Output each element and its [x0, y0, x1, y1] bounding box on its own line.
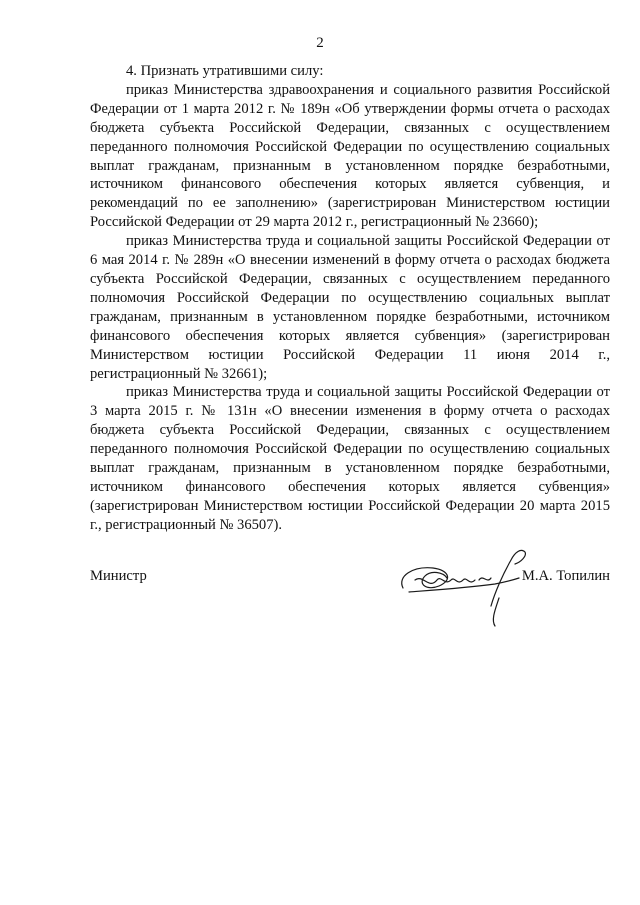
signatory-name: М.А. Топилин	[521, 568, 610, 584]
section-heading: 4. Признать утратившими силу:	[126, 63, 324, 79]
paragraph-order-289n: приказ Министерства труда и социальной защиты Российской Федерации от 6 мая 2014 г. № 289н «О внесении изменений в форму отчета о расходах бюджета субъекта Российской Федерации, связанных с осуществлением переданного полномочия Российской Федерации по осуществлению социальных выплат гражданам, признанным в установленном порядке безработными, источником финансового обеспечения которых является субвенция» (зарегистрирован Министерством юстиции Российской Федерации 11 июня 2014 г., регистрационный № 32661);	[90, 233, 610, 382]
document-body	[90, 62, 610, 535]
signature-block	[90, 568, 610, 628]
paragraph-order-131n: приказ Министерства труда и социальной защиты Российской Федерации от 3 марта 2015 г. № 131н «О внесении изменения в форму отчета о расходах бюджета субъекта Российской Федерации, связанных с осуществлением переданного полномочия Российской Федерации по осуществлению социальных выплат гражданам, признанным в установленном порядке безработными, источником финансового обеспечения которых является субвенция» (зарегистрирован Министерством юстиции Российской Федерации 20 марта 2015 г., регистрационный № 36507).	[90, 384, 610, 533]
signatory-title: Министр	[90, 568, 147, 584]
paragraph-order-189n: приказ Министерства здравоохранения и социального развития Российской Федерации от 1 марта 2012 г. № 189н «Об утверждении формы отчета о расходах бюджета субъекта Российской Федерации, связанных с осуществлением переданного полномочия Российской Федерации по осуществлению социальных выплат гражданам, признанным в установленном порядке безработными, источником финансового обеспечения которых является субвенция, и рекомендаций по ее заполнению» (зарегистрирован Министерством юстиции Российской Федерации от 29 марта 2012 г., регистрационный № 23660);	[90, 81, 610, 231]
handwritten-signature	[395, 540, 535, 630]
page-number: 2	[316, 35, 324, 51]
